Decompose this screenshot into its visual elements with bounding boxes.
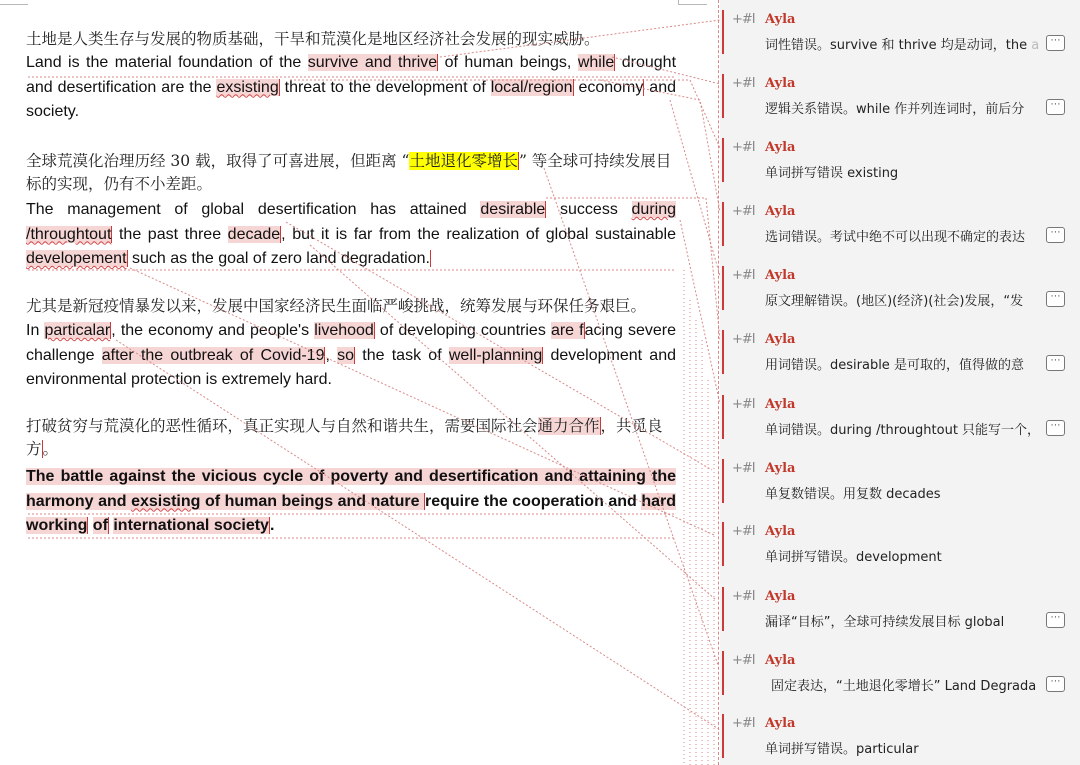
- text-run: such as the goal of zero: [127, 250, 302, 267]
- comment-author: Ayla: [765, 716, 796, 731]
- comment-author: Ayla: [765, 268, 796, 283]
- comment-card[interactable]: [722, 516, 1066, 568]
- comment-anchor-13[interactable]: livehood: [314, 322, 374, 339]
- comment-card[interactable]: [722, 708, 1066, 760]
- comment-anchor-20[interactable]: exsisting: [131, 492, 201, 510]
- comment-author: Ayla: [765, 589, 796, 604]
- comment-text: [765, 34, 1043, 53]
- comment-author: Ayla: [765, 397, 796, 412]
- comment-text: 原文理解错误。(地区)(经济)(社会)发展，“发: [765, 294, 1024, 309]
- text-run: development and environmental protection is extremely hard.: [26, 346, 676, 388]
- comment-anchor-9[interactable]: developement: [26, 250, 127, 267]
- text-run: ，共觅良方: [26, 417, 663, 458]
- more-options-icon[interactable]: ⋯: [1046, 676, 1065, 692]
- text-run: 。: [42, 440, 59, 458]
- text-run: require the cooperation and: [425, 492, 642, 510]
- comment-author: Ayla: [765, 140, 796, 155]
- avatar: +#I: [732, 332, 755, 347]
- comment-marker: [722, 522, 724, 566]
- comment-marker: [722, 74, 724, 118]
- comment-marker: [722, 330, 724, 374]
- comment-anchor-6[interactable]: desirable: [480, 201, 546, 218]
- avatar: +#I: [732, 204, 755, 219]
- comment-card[interactable]: [722, 324, 1066, 376]
- text-run: .: [269, 517, 275, 534]
- comment-text: 用词错误。desirable 是可取的，值得做的意: [765, 358, 1024, 373]
- more-options-icon[interactable]: ⋯: [1046, 612, 1065, 628]
- leader-line: [544, 168, 718, 665]
- comment-text-main: 词性错误。survive 和 thrive 均是动词，the: [765, 38, 1028, 53]
- comment-card[interactable]: [722, 453, 1066, 505]
- avatar: +#I: [732, 461, 755, 476]
- text-run: the past three: [112, 225, 228, 243]
- more-options-icon[interactable]: ⋯: [1046, 355, 1065, 371]
- text-run: , but it is far from the realization of global sustainable: [281, 225, 677, 243]
- comment-marker: [722, 138, 724, 182]
- comment-marker: [722, 714, 724, 758]
- avatar: +#I: [732, 140, 755, 155]
- comment-anchor-19[interactable]: The battle against the vicious cycle of poverty and desertification and attaining the harmony and: [26, 468, 676, 510]
- comment-marker: [722, 266, 724, 310]
- comment-anchor-10[interactable]: land degradation.: [301, 250, 430, 267]
- comment-marker: [722, 651, 724, 695]
- comment-anchor-22[interactable]: hard working: [26, 492, 677, 534]
- leader-line: [310, 245, 716, 600]
- comment-author: Ayla: [765, 332, 796, 347]
- leader-line: [440, 20, 720, 57]
- comment-anchor-18[interactable]: 通力合作: [537, 417, 600, 435]
- comment-author: Ayla: [765, 204, 796, 219]
- comment-anchor-23[interactable]: of: [92, 517, 108, 534]
- comment-author: Ayla: [765, 12, 796, 27]
- avatar: +#I: [732, 653, 755, 668]
- text-run: threat to the development of: [279, 78, 491, 96]
- comment-text: 漏译“目标”，全球可持续发展目标 global: [765, 615, 1005, 630]
- comment-author: Ayla: [765, 653, 796, 668]
- comment-anchor-21[interactable]: of human beings and nature: [200, 492, 424, 510]
- avatar: +#I: [732, 12, 755, 27]
- comment-author: Ayla: [765, 461, 796, 476]
- comment-card[interactable]: [722, 645, 1066, 697]
- comment-author: Ayla: [765, 76, 796, 91]
- comment-card[interactable]: [722, 581, 1066, 633]
- comment-text: 单词拼写错误 existing: [765, 166, 899, 181]
- comment-text: 单词拼写错误。particular: [765, 742, 919, 757]
- comment-card[interactable]: [722, 389, 1066, 441]
- text-run: of human beings,: [438, 54, 578, 71]
- comment-anchor-8[interactable]: decade: [227, 225, 281, 243]
- comment-text: 选词错误。考试中绝不可以出现不确定的表达: [765, 230, 1026, 245]
- paragraph-3-chinese[interactable]: 尤其是新冠疫情暴发以来，发展中国家经济民生面临严峻挑战，统筹发展与环保任务艰巨。: [26, 297, 647, 315]
- comment-marker: [722, 459, 724, 503]
- comment-anchor-5[interactable]: my: [622, 78, 644, 96]
- text-run: and society.: [26, 78, 676, 120]
- comment-anchor-12[interactable]: particalar: [44, 322, 111, 339]
- comment-anchor-24[interactable]: international society: [113, 517, 269, 534]
- comment-marker: [722, 202, 724, 246]
- text-run: of developing countries: [374, 322, 551, 339]
- more-options-icon[interactable]: ⋯: [1046, 227, 1065, 243]
- leader-line: [546, 198, 720, 340]
- avatar: +#I: [732, 76, 755, 91]
- leader-line: [680, 220, 720, 404]
- comment-author: Ayla: [765, 524, 796, 539]
- leader-line: [116, 340, 720, 730]
- leader-line: [670, 100, 720, 276]
- comment-anchor-17[interactable]: well-planning: [448, 346, 543, 364]
- text-run: ” 等全球可持续发展目标的实现，仍有不小差距。: [26, 152, 672, 193]
- comment-card[interactable]: [722, 132, 1066, 184]
- avatar: +#I: [732, 716, 755, 731]
- text-run: 全球荒漠化治理历经 30 载，取得了可喜进展，但距离 “: [26, 152, 410, 170]
- paragraph-1-chinese[interactable]: 土地是人类生存与发展的物质基础，干旱和荒漠化是地区经济社会发展的现实威胁。: [26, 30, 600, 48]
- avatar: +#I: [732, 397, 755, 412]
- leader-line: [286, 222, 712, 470]
- text-run: success: [546, 201, 632, 218]
- leader-line: [130, 268, 714, 535]
- comment-card[interactable]: [722, 4, 1066, 56]
- comment-text: 固定表达，“土地退化零增长” Land Degrada: [771, 679, 1037, 694]
- comment-anchor-4[interactable]: local/region: [490, 78, 573, 96]
- avatar: +#I: [732, 589, 755, 604]
- comment-anchor-2[interactable]: while: [577, 54, 615, 71]
- comment-marker: [722, 395, 724, 439]
- comment-anchor-1[interactable]: survive and thrive: [307, 54, 438, 71]
- text-run: acing severe challenge: [26, 322, 677, 364]
- text-run: the task of: [355, 346, 449, 364]
- comment-anchor-3[interactable]: exsisting: [216, 78, 279, 96]
- comment-card[interactable]: [722, 196, 1066, 248]
- comment-anchor-11[interactable]: 土地退化零增长: [409, 152, 518, 170]
- comment-marker: [722, 10, 724, 54]
- comment-text: 逻辑关系错误。while 作并列连词时，前后分: [765, 102, 1025, 117]
- text-run: 打破贫穷与荒漠化的恶性循环，真正实现人与自然和谐共生，需要国际社会: [26, 417, 538, 435]
- avatar: +#I: [732, 524, 755, 539]
- more-options-icon[interactable]: ⋯: [1046, 35, 1065, 51]
- leader-line: [600, 80, 720, 212]
- comment-anchor-15[interactable]: after the outbreak of Covid-19: [101, 346, 325, 364]
- more-options-icon[interactable]: ⋯: [1046, 291, 1065, 307]
- comment-text: 单词拼写错误。development: [765, 550, 942, 565]
- avatar: +#I: [732, 268, 755, 283]
- comment-anchor-16[interactable]: so: [337, 346, 355, 364]
- text-run: , the economy and people's: [111, 322, 315, 339]
- text-run: ,: [325, 346, 338, 364]
- more-options-icon[interactable]: ⋯: [1046, 420, 1065, 436]
- comment-text: 单词错误。during /throughtout 只能写一个，: [765, 423, 1041, 438]
- text-run: econo: [573, 78, 623, 96]
- text-run: Land is the material foundation of the: [26, 54, 308, 71]
- comment-anchor-14[interactable]: are f: [550, 322, 584, 339]
- text-run: In: [26, 322, 45, 339]
- comment-anchor-7[interactable]: during /throughtout: [26, 201, 677, 243]
- comment-text-fade: a: [1027, 38, 1040, 53]
- more-options-icon[interactable]: ⋯: [1046, 99, 1065, 115]
- leader-line: [290, 80, 720, 148]
- text-run: drought and desertification are the: [26, 54, 677, 96]
- comment-text: 单复数错误。用复数 decades: [765, 487, 941, 502]
- comment-card[interactable]: [722, 68, 1066, 120]
- comment-card[interactable]: [722, 260, 1066, 312]
- text-run: The management of global desertification has attained: [26, 201, 481, 218]
- comment-marker: [722, 587, 724, 631]
